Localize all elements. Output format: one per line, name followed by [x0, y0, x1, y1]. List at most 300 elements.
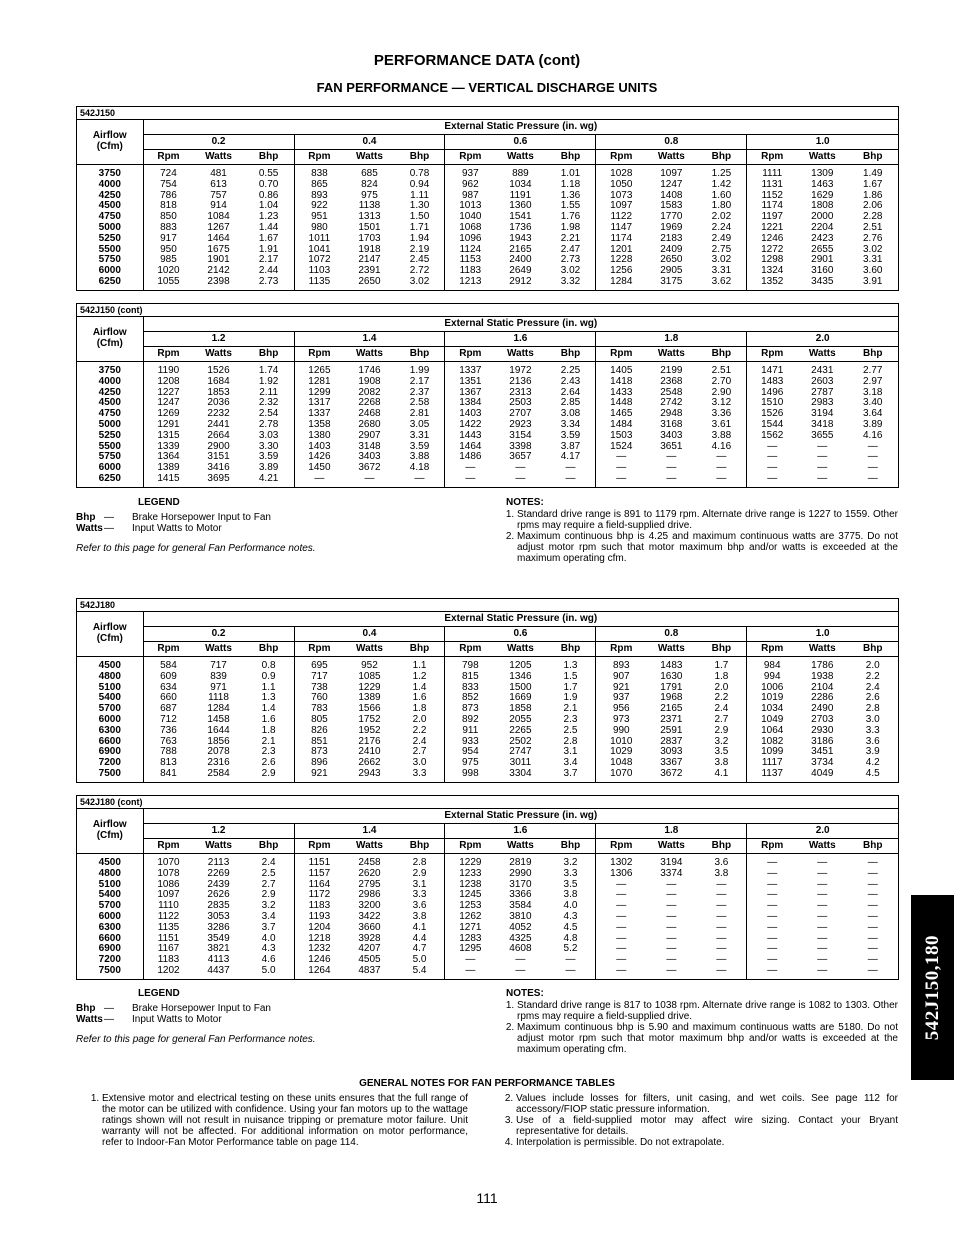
- cell-value: 2503: [509, 397, 532, 409]
- cell-value: 1070: [157, 857, 180, 868]
- cell-value: 1013: [459, 200, 482, 212]
- cell-value: 1111: [762, 168, 783, 179]
- cell-value: —: [616, 900, 627, 912]
- cell-value: —: [716, 943, 727, 955]
- cell-value: 786: [160, 189, 177, 201]
- cell-value: 3367: [660, 757, 683, 769]
- cell-value: 1.7: [563, 681, 578, 693]
- cell-value: 1313: [358, 211, 381, 223]
- cfm-value: 7200: [98, 757, 121, 769]
- cell-value: 2.32: [258, 397, 279, 409]
- note-item: 2. Maximum continuous bhp is 5.90 and maximum continuous watts are 5180. Do not adjust motor rpm such that motor maximum bhp and/or watts is exceeded at the maximum operating cfm.: [517, 1022, 898, 1055]
- pressure-header: 0.6: [445, 135, 596, 150]
- cell-value: 973: [612, 713, 630, 725]
- cell-value: 2943: [358, 767, 381, 779]
- cell-value: 3.3: [563, 867, 578, 879]
- cell-value: 2398: [207, 275, 230, 287]
- cell-value: 1232: [308, 943, 331, 955]
- cell-value: 3053: [207, 910, 230, 922]
- cell-value: 2.3: [261, 746, 276, 758]
- cell-value: 833: [462, 681, 479, 693]
- cell-value: 1152: [761, 189, 783, 201]
- cell-value: 1486: [459, 451, 482, 463]
- cell-value: 1306: [610, 867, 633, 879]
- cell-value: 1703: [358, 232, 381, 244]
- esp-header: External Static Pressure (in. wg): [143, 120, 898, 135]
- data-column: [596, 657, 646, 782]
- cell-value: 1204: [308, 921, 331, 933]
- cfm-value: 5700: [98, 900, 121, 912]
- cell-value: 4.5: [865, 767, 880, 779]
- airflow-header: Airflow (Cfm): [77, 809, 143, 854]
- cell-value: 1172: [308, 889, 331, 901]
- data-column: [495, 657, 545, 782]
- data-column: [747, 165, 797, 290]
- cell-value: 2.24: [711, 221, 732, 233]
- data-column: [596, 854, 646, 979]
- side-tab: [911, 895, 954, 1080]
- cell-value: 2649: [509, 265, 532, 277]
- cell-value: 3657: [509, 451, 532, 463]
- cell-value: —: [565, 954, 576, 966]
- cell-value: 1808: [811, 200, 834, 212]
- cell-value: 3.08: [560, 408, 581, 420]
- cell-value: 3.3: [865, 724, 880, 736]
- cell-value: 937: [612, 692, 630, 704]
- cell-value: 1.8: [412, 703, 427, 715]
- cell-value: 2.6: [261, 757, 276, 769]
- cell-value: 3.91: [862, 275, 883, 287]
- notes-542j150: [493, 497, 898, 564]
- data-column: [294, 854, 344, 979]
- cell-value: 1229: [459, 857, 482, 868]
- cell-value: 1122: [610, 211, 633, 223]
- pressure-header: 0.2: [143, 135, 294, 150]
- rpm-header: Rpm: [596, 347, 646, 362]
- cell-value: 2391: [358, 265, 381, 277]
- cell-value: 3.59: [560, 429, 581, 441]
- cell-value: 1190: [157, 365, 180, 376]
- cell-value: 2000: [811, 211, 834, 223]
- cell-value: —: [666, 932, 677, 944]
- cell-value: 3655: [811, 429, 834, 441]
- cfm-value: 5100: [98, 878, 121, 890]
- cell-value: 1153: [459, 254, 482, 266]
- cell-value: 3.5: [714, 746, 729, 758]
- cell-value: 1.18: [560, 178, 581, 190]
- cell-value: 1403: [459, 408, 482, 420]
- cell-value: 760: [311, 692, 328, 704]
- cell-value: 1238: [459, 878, 482, 890]
- cell-value: 2.51: [862, 221, 883, 233]
- cell-value: 1566: [358, 703, 381, 715]
- pressure-header: 0.8: [596, 135, 747, 150]
- esp-header: External Static Pressure (in. wg): [143, 612, 898, 627]
- cell-value: 3672: [358, 462, 381, 474]
- cell-value: 1135: [157, 921, 180, 933]
- data-column: [143, 165, 193, 290]
- cfm-value: 4500: [98, 660, 121, 671]
- data-column: [646, 854, 696, 979]
- cell-value: 584: [160, 660, 177, 671]
- cell-value: 3821: [207, 943, 230, 955]
- cell-value: 1073: [610, 189, 633, 201]
- cell-value: 2199: [660, 365, 683, 376]
- cell-value: 2.9: [261, 767, 276, 779]
- cell-value: 3194: [811, 408, 834, 420]
- cfm-column: [77, 362, 143, 487]
- cell-value: 4.4: [412, 932, 427, 944]
- cell-value: 1.74: [258, 365, 279, 376]
- page-number: 111: [476, 1190, 498, 1206]
- cell-value: 987: [462, 189, 479, 201]
- cell-value: 2.1: [261, 735, 276, 747]
- note-item: 1. Standard drive range is 817 to 1038 rpm. Alternate drive range is 1082 to 1303. Other rpms may require a field-supplied drive.: [517, 1000, 898, 1022]
- cell-value: 3.36: [711, 408, 732, 420]
- cell-value: 1426: [308, 451, 331, 463]
- cell-value: 975: [361, 189, 378, 201]
- cell-value: 2439: [207, 878, 230, 890]
- data-column: [294, 657, 344, 782]
- cell-value: 717: [311, 670, 328, 682]
- pressure-header: 1.6: [445, 824, 596, 839]
- cell-value: 1.8: [261, 724, 276, 736]
- cell-value: —: [666, 910, 677, 922]
- table-row: [77, 854, 898, 979]
- cell-value: 1.76: [560, 211, 581, 223]
- note-item: 2. Maximum continuous bhp is 4.25 and maximum continuous watts are 3775. Do not adjust motor rpm such that motor maximum bhp and/or watts is exceeded at the maximum operating cfm.: [517, 531, 898, 564]
- cell-value: 2136: [509, 375, 532, 387]
- cell-value: 984: [763, 660, 781, 671]
- cell-value: 5.4: [412, 964, 427, 976]
- cell-value: 865: [311, 178, 328, 190]
- cell-value: 1541: [509, 211, 532, 223]
- cell-value: 2.9: [261, 889, 276, 901]
- fan-performance-table: [77, 317, 898, 487]
- watts-header: Watts: [344, 839, 394, 854]
- cell-value: —: [867, 857, 878, 868]
- cell-value: 1952: [358, 724, 381, 736]
- watts-header: Watts: [495, 347, 545, 362]
- data-column: [193, 854, 243, 979]
- cell-value: 1324: [761, 265, 784, 277]
- cell-value: 883: [160, 221, 177, 233]
- cell-value: 695: [311, 660, 328, 671]
- cell-value: 3.88: [711, 429, 732, 441]
- cell-value: 2650: [660, 254, 683, 266]
- cell-value: 1858: [509, 703, 532, 715]
- bhp-header: Bhp: [546, 642, 596, 657]
- general-notes-right: [490, 1093, 898, 1148]
- cfm-value: 6000: [98, 910, 121, 922]
- cell-value: 3418: [811, 418, 834, 430]
- bhp-header: Bhp: [847, 839, 898, 854]
- cell-value: 1544: [761, 418, 784, 430]
- cell-value: 990: [612, 724, 630, 736]
- cell-value: 1084: [207, 211, 230, 223]
- cell-value: 0.8: [261, 660, 276, 671]
- pressure-header: 1.0: [747, 135, 898, 150]
- cell-value: 2900: [207, 440, 230, 452]
- cell-value: 2.90: [711, 386, 732, 398]
- cell-value: 2165: [660, 703, 683, 715]
- cell-value: 1675: [207, 243, 230, 255]
- cell-value: 1471: [761, 365, 784, 376]
- cell-value: 2835: [207, 900, 230, 912]
- cell-value: 1346: [509, 670, 532, 682]
- cell-value: 1267: [207, 221, 230, 233]
- cell-value: 1247: [157, 397, 180, 409]
- cell-value: 1.71: [409, 221, 430, 233]
- fan-performance-table: [77, 612, 898, 782]
- cell-value: 1029: [610, 746, 633, 758]
- cell-value: 921: [311, 767, 328, 779]
- cell-value: —: [767, 954, 778, 966]
- cell-value: —: [767, 900, 778, 912]
- cell-value: 798: [462, 660, 479, 671]
- cfm-value: 5500: [98, 243, 121, 255]
- cell-value: 3.59: [258, 451, 279, 463]
- cell-value: 1218: [308, 932, 331, 944]
- general-notes-left: [76, 1093, 468, 1148]
- cell-value: 1.1: [412, 660, 427, 671]
- cell-value: 1337: [308, 408, 331, 420]
- cell-value: —: [767, 878, 778, 890]
- cell-value: 1048: [610, 757, 633, 769]
- data-column: [244, 165, 294, 290]
- cell-value: 685: [361, 168, 378, 179]
- cell-value: 2.0: [412, 713, 427, 725]
- cell-value: 3403: [358, 451, 381, 463]
- cell-value: 1256: [610, 265, 633, 277]
- cell-value: 1281: [308, 375, 331, 387]
- cell-value: 2.02: [711, 211, 732, 223]
- cell-value: 826: [311, 724, 328, 736]
- cell-value: 2.49: [711, 232, 732, 244]
- cfm-value: 6300: [98, 921, 121, 933]
- cfm-value: 5500: [98, 440, 121, 452]
- cell-value: 3.02: [409, 275, 430, 287]
- cell-value: —: [767, 462, 778, 474]
- cell-value: 2819: [509, 857, 532, 868]
- cfm-value: 4750: [98, 408, 121, 420]
- cell-value: 1082: [761, 735, 784, 747]
- rpm-header: Rpm: [445, 150, 495, 165]
- cell-value: 4.7: [412, 943, 427, 955]
- cell-value: 1135: [308, 275, 331, 287]
- cell-value: 1049: [761, 713, 784, 725]
- data-column: [646, 362, 696, 487]
- data-column: [546, 362, 596, 487]
- cell-value: 3.6: [714, 857, 729, 868]
- cell-value: 2905: [660, 265, 683, 277]
- cell-value: 1.7: [714, 660, 729, 671]
- cell-value: —: [767, 867, 778, 879]
- cell-value: 1183: [157, 954, 180, 966]
- bhp-header: Bhp: [546, 347, 596, 362]
- cell-value: 1458: [207, 713, 230, 725]
- cell-value: 3.8: [714, 757, 729, 769]
- cell-value: 2082: [358, 386, 381, 398]
- cell-value: 3.2: [261, 900, 276, 912]
- cell-value: 3451: [811, 746, 834, 758]
- cfm-value: 6000: [98, 265, 121, 277]
- cell-value: 2078: [207, 746, 230, 758]
- legend-item: Bhp — Brake Horsepower Input to Fan: [76, 512, 271, 523]
- cell-value: 2165: [509, 243, 532, 255]
- cfm-value: 4500: [98, 857, 121, 868]
- cell-value: 1736: [509, 221, 532, 233]
- cell-value: —: [666, 900, 677, 912]
- cell-value: —: [716, 921, 727, 933]
- cell-value: —: [716, 954, 727, 966]
- cell-value: 1418: [610, 375, 633, 387]
- cfm-value: 5700: [98, 703, 121, 715]
- data-column: [495, 165, 545, 290]
- watts-header: Watts: [646, 347, 696, 362]
- cell-value: 1.2: [412, 670, 427, 682]
- cell-value: 3.8: [412, 910, 427, 922]
- cell-value: 1972: [509, 365, 532, 376]
- cell-value: 1464: [207, 232, 230, 244]
- watts-header: Watts: [646, 642, 696, 657]
- cell-value: —: [465, 472, 476, 484]
- cell-value: 1684: [207, 375, 230, 387]
- cell-value: —: [867, 932, 878, 944]
- cell-value: —: [716, 889, 727, 901]
- cell-value: 1068: [459, 221, 482, 233]
- data-column: [445, 362, 495, 487]
- cell-value: 1.67: [258, 232, 279, 244]
- cell-value: —: [817, 857, 828, 868]
- cell-value: 1.91: [258, 243, 279, 255]
- cell-value: 1752: [358, 713, 381, 725]
- cell-value: —: [666, 889, 677, 901]
- cell-value: 1448: [610, 397, 633, 409]
- cell-value: 4.1: [714, 767, 729, 779]
- cell-value: 4.3: [261, 943, 276, 955]
- cell-value: 3154: [509, 429, 532, 441]
- general-notes-heading: GENERAL NOTES FOR FAN PERFORMANCE TABLES: [359, 1078, 615, 1089]
- cell-value: —: [616, 932, 627, 944]
- cfm-value: 5100: [98, 681, 121, 693]
- cell-value: 1408: [660, 189, 683, 201]
- cell-value: —: [616, 472, 627, 484]
- cell-value: 2603: [811, 375, 834, 387]
- cell-value: 1786: [811, 660, 834, 671]
- cell-value: 1131: [761, 178, 783, 190]
- data-column: [143, 657, 193, 782]
- data-column: [797, 854, 847, 979]
- cell-value: 3.31: [711, 265, 732, 277]
- cell-value: 873: [311, 746, 328, 758]
- cell-value: 1019: [761, 692, 784, 704]
- watts-header: Watts: [344, 150, 394, 165]
- pressure-header: 1.0: [747, 627, 898, 642]
- cell-value: —: [867, 954, 878, 966]
- cell-value: 3672: [660, 767, 683, 779]
- notes-heading: NOTES:: [506, 988, 544, 999]
- cell-value: 3.18: [862, 386, 883, 398]
- cell-value: 1.04: [258, 200, 279, 212]
- cell-value: 4113: [207, 954, 230, 966]
- cell-value: 3.8: [714, 867, 729, 879]
- cell-value: 1465: [610, 408, 633, 420]
- cell-value: 3011: [509, 757, 532, 769]
- cell-value: 2.2: [865, 670, 880, 682]
- watts-header: Watts: [495, 642, 545, 657]
- cell-value: 4.5: [563, 921, 578, 933]
- cell-value: 2.25: [560, 365, 581, 376]
- watts-header: Watts: [646, 150, 696, 165]
- cell-value: 1202: [157, 964, 180, 976]
- cell-value: 3660: [358, 921, 381, 933]
- cell-value: —: [666, 964, 677, 976]
- cell-value: 2.64: [560, 386, 581, 398]
- cell-value: 3.7: [563, 767, 578, 779]
- cell-value: —: [867, 472, 878, 484]
- cell-value: 2.85: [560, 397, 581, 409]
- table-row: [77, 657, 898, 782]
- data-column: [193, 362, 243, 487]
- cell-value: 818: [160, 200, 177, 212]
- cell-value: 1968: [660, 692, 683, 704]
- cell-value: 2664: [207, 429, 230, 441]
- pressure-header: 2.0: [747, 332, 898, 347]
- rpm-header: Rpm: [445, 642, 495, 657]
- data-column: [747, 657, 797, 782]
- cell-value: 1174: [610, 232, 633, 244]
- data-column: [193, 657, 243, 782]
- cell-value: —: [767, 857, 778, 868]
- cell-value: 4.16: [862, 429, 883, 441]
- pressure-header: 1.8: [596, 824, 747, 839]
- cell-value: 1011: [308, 232, 331, 244]
- cell-value: 2142: [207, 265, 230, 277]
- cell-value: 3435: [811, 275, 834, 287]
- data-column: [747, 362, 797, 487]
- cfm-value: 4800: [98, 867, 121, 879]
- cell-value: 2548: [660, 386, 683, 398]
- notes-heading: NOTES:: [506, 497, 544, 508]
- cell-value: —: [616, 921, 627, 933]
- pressure-header: 2.0: [747, 824, 898, 839]
- fan-table-542j180: [76, 598, 899, 783]
- data-column: [445, 657, 495, 782]
- cell-value: 1360: [509, 200, 532, 212]
- cell-value: 2183: [660, 232, 683, 244]
- cell-value: 3170: [509, 878, 532, 890]
- cell-value: 3.4: [261, 910, 276, 922]
- legend-item: Watts — Input Watts to Motor: [76, 523, 222, 534]
- cell-value: —: [716, 878, 727, 890]
- cell-value: 4437: [207, 964, 230, 976]
- cell-value: —: [716, 451, 727, 463]
- cell-value: 1938: [811, 670, 834, 682]
- cell-value: 1151: [308, 857, 331, 868]
- pressure-header: 1.2: [143, 824, 294, 839]
- cell-value: 841: [160, 767, 177, 779]
- cell-value: 2371: [660, 713, 683, 725]
- rpm-header: Rpm: [747, 642, 797, 657]
- bhp-header: Bhp: [697, 150, 747, 165]
- cfm-value: 3750: [98, 365, 121, 376]
- page-subtitle: FAN PERFORMANCE — VERTICAL DISCHARGE UNITS: [316, 80, 658, 95]
- cell-value: 1291: [157, 418, 180, 430]
- cell-value: 1221: [761, 221, 784, 233]
- cell-value: 2.44: [258, 265, 279, 277]
- cell-value: 1298: [761, 254, 784, 266]
